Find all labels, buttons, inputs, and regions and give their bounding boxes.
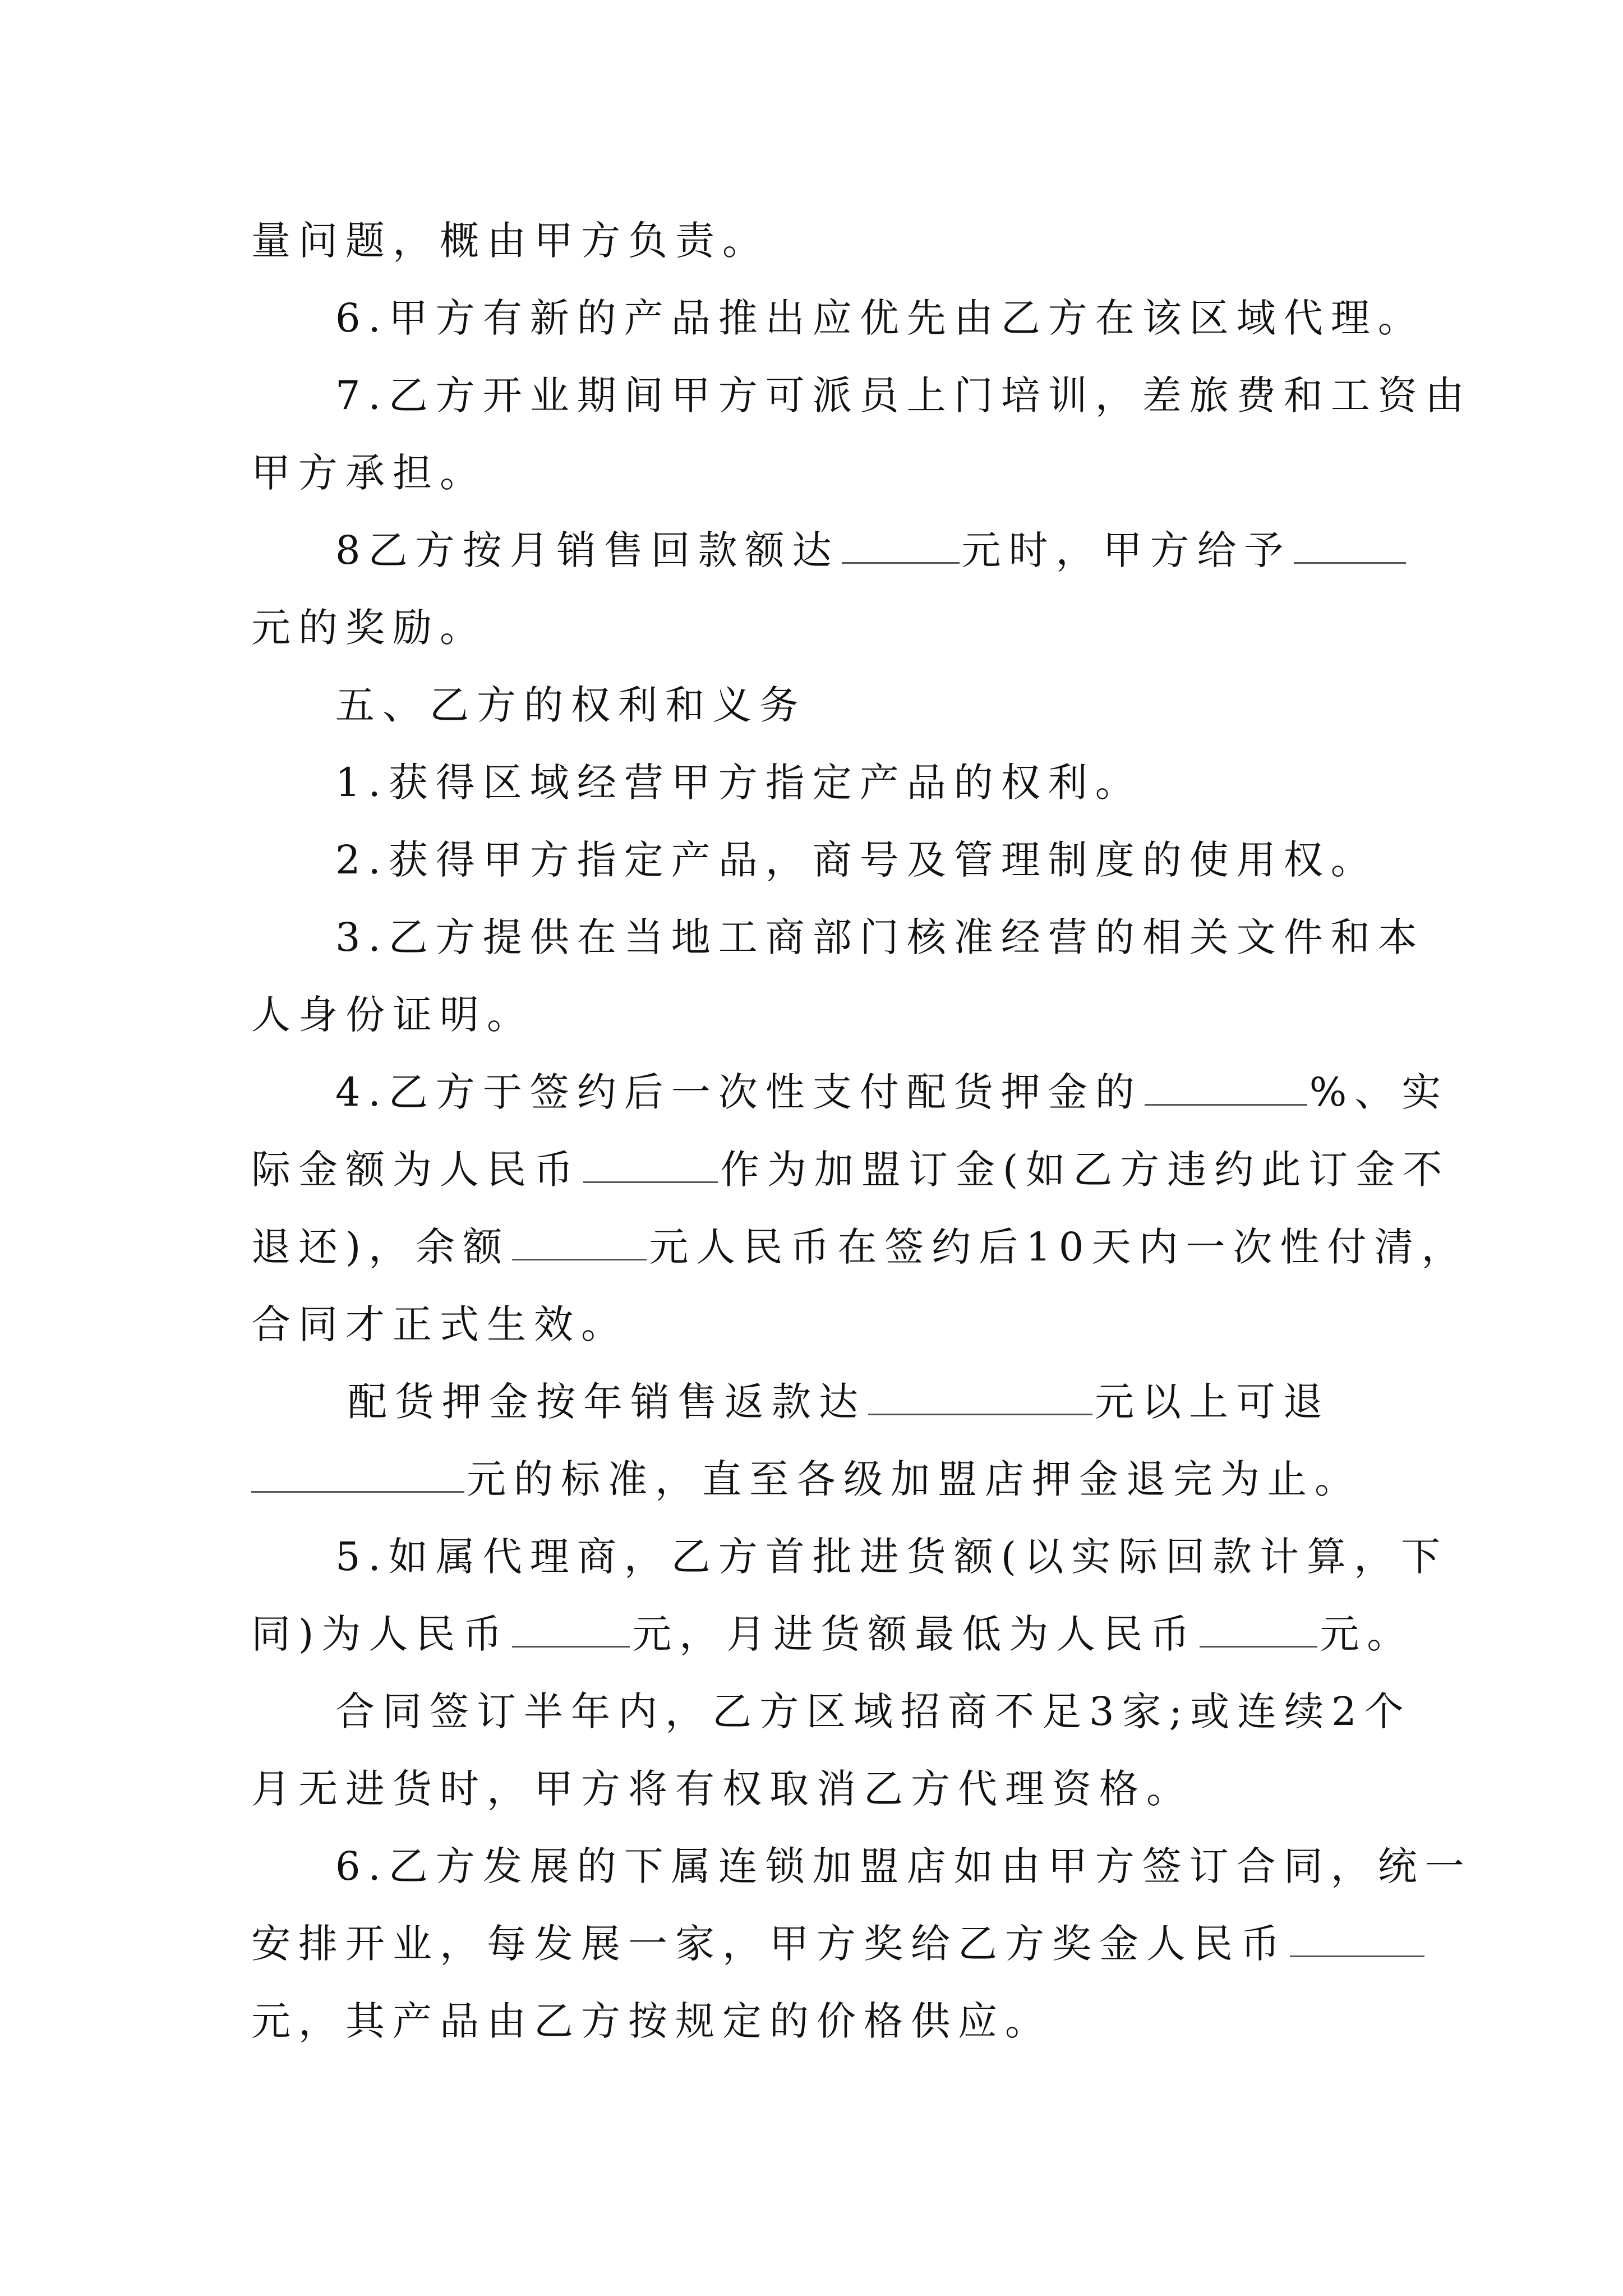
clause-a8 [335,525,1408,576]
text-segment: %、实 [1309,1069,1449,1115]
text-segment: 同)为人民币 [251,1611,510,1657]
text-segment: 元，月进货额最低为人民币 [632,1611,1198,1657]
text-segment: 元以上可退 [1095,1379,1330,1425]
body-line: 人身份证明。 [251,992,534,1038]
clause-b5: 5.如属代理商，乙方首批进货额(以实际回款计算，下 [335,1534,1449,1580]
text-segment: 元。 [1320,1611,1414,1657]
fill-blank [1145,1069,1307,1106]
fill-blank [583,1147,718,1183]
text-segment: 际金额为人民币 [251,1147,581,1193]
body-line [251,1609,1414,1659]
fill-blank [512,1224,647,1260]
clause-b3: 3.乙方提供在当地工商部门核准经营的相关文件和本 [335,914,1425,960]
section-heading: 五、乙方的权利和义务 [335,682,806,728]
clause-b2: 2.获得甲方指定产品，商号及管理制度的使用权。 [335,837,1378,883]
clause-b1: 1.获得区域经营甲方指定产品的权利。 [335,760,1142,806]
body-line [251,1454,1362,1504]
fill-blank [1290,1921,1424,1957]
text-segment: 4.乙方于签约后一次性支付配货押金的 [335,1069,1142,1115]
fill-blank [251,1456,464,1493]
body-line: 元的奖励。 [251,605,487,651]
body-line: 合同签订半年内，乙方区域招商不足3家;或连续2个 [335,1688,1412,1734]
body-line [251,1918,1427,1969]
clause-a6: 6.甲方有新的产品推出应优先由乙方在该区域代理。 [335,295,1425,341]
body-line [251,1222,1468,1272]
body-line: 量问题，概由甲方负责。 [251,218,769,264]
body-line: 元，其产品由乙方按规定的价格供应。 [251,1998,1052,2044]
body-line [251,1144,1450,1195]
fill-blank [1294,527,1406,564]
text-segment: 退还)，余额 [251,1224,510,1270]
text-segment: 配货押金按年销售返款达 [348,1379,866,1425]
text-segment: 元的标准，直至各级加盟店押金退完为止。 [467,1456,1362,1502]
text-segment: 元时，甲方给予 [961,527,1292,573]
fill-blank [512,1611,630,1648]
text-segment: 作为加盟订金(如乙方违约此订金不 [720,1147,1450,1193]
text-segment: 8乙方按月销售回款额达 [335,527,840,573]
clause-b6: 6.乙方发展的下属连锁加盟店如由甲方签订合同，统一 [335,1843,1472,1889]
clause-b4 [335,1067,1449,1117]
fill-blank [1200,1611,1317,1648]
clause-a7: 7.乙方开业期间甲方可派员上门培训，差旅费和工资由 [335,372,1472,418]
body-line [348,1377,1330,1427]
body-line: 月无进货时，甲方将有权取消乙方代理资格。 [251,1766,1193,1812]
text-segment: 元人民币在签约后10天内一次性付清， [649,1224,1469,1270]
body-line: 合同才正式生效。 [251,1301,628,1347]
body-line: 甲方承担。 [251,450,487,496]
text-segment: 安排开业，每发展一家，甲方奖给乙方奖金人民币 [251,1921,1288,1967]
fill-blank [842,527,960,564]
fill-blank [868,1379,1092,1415]
